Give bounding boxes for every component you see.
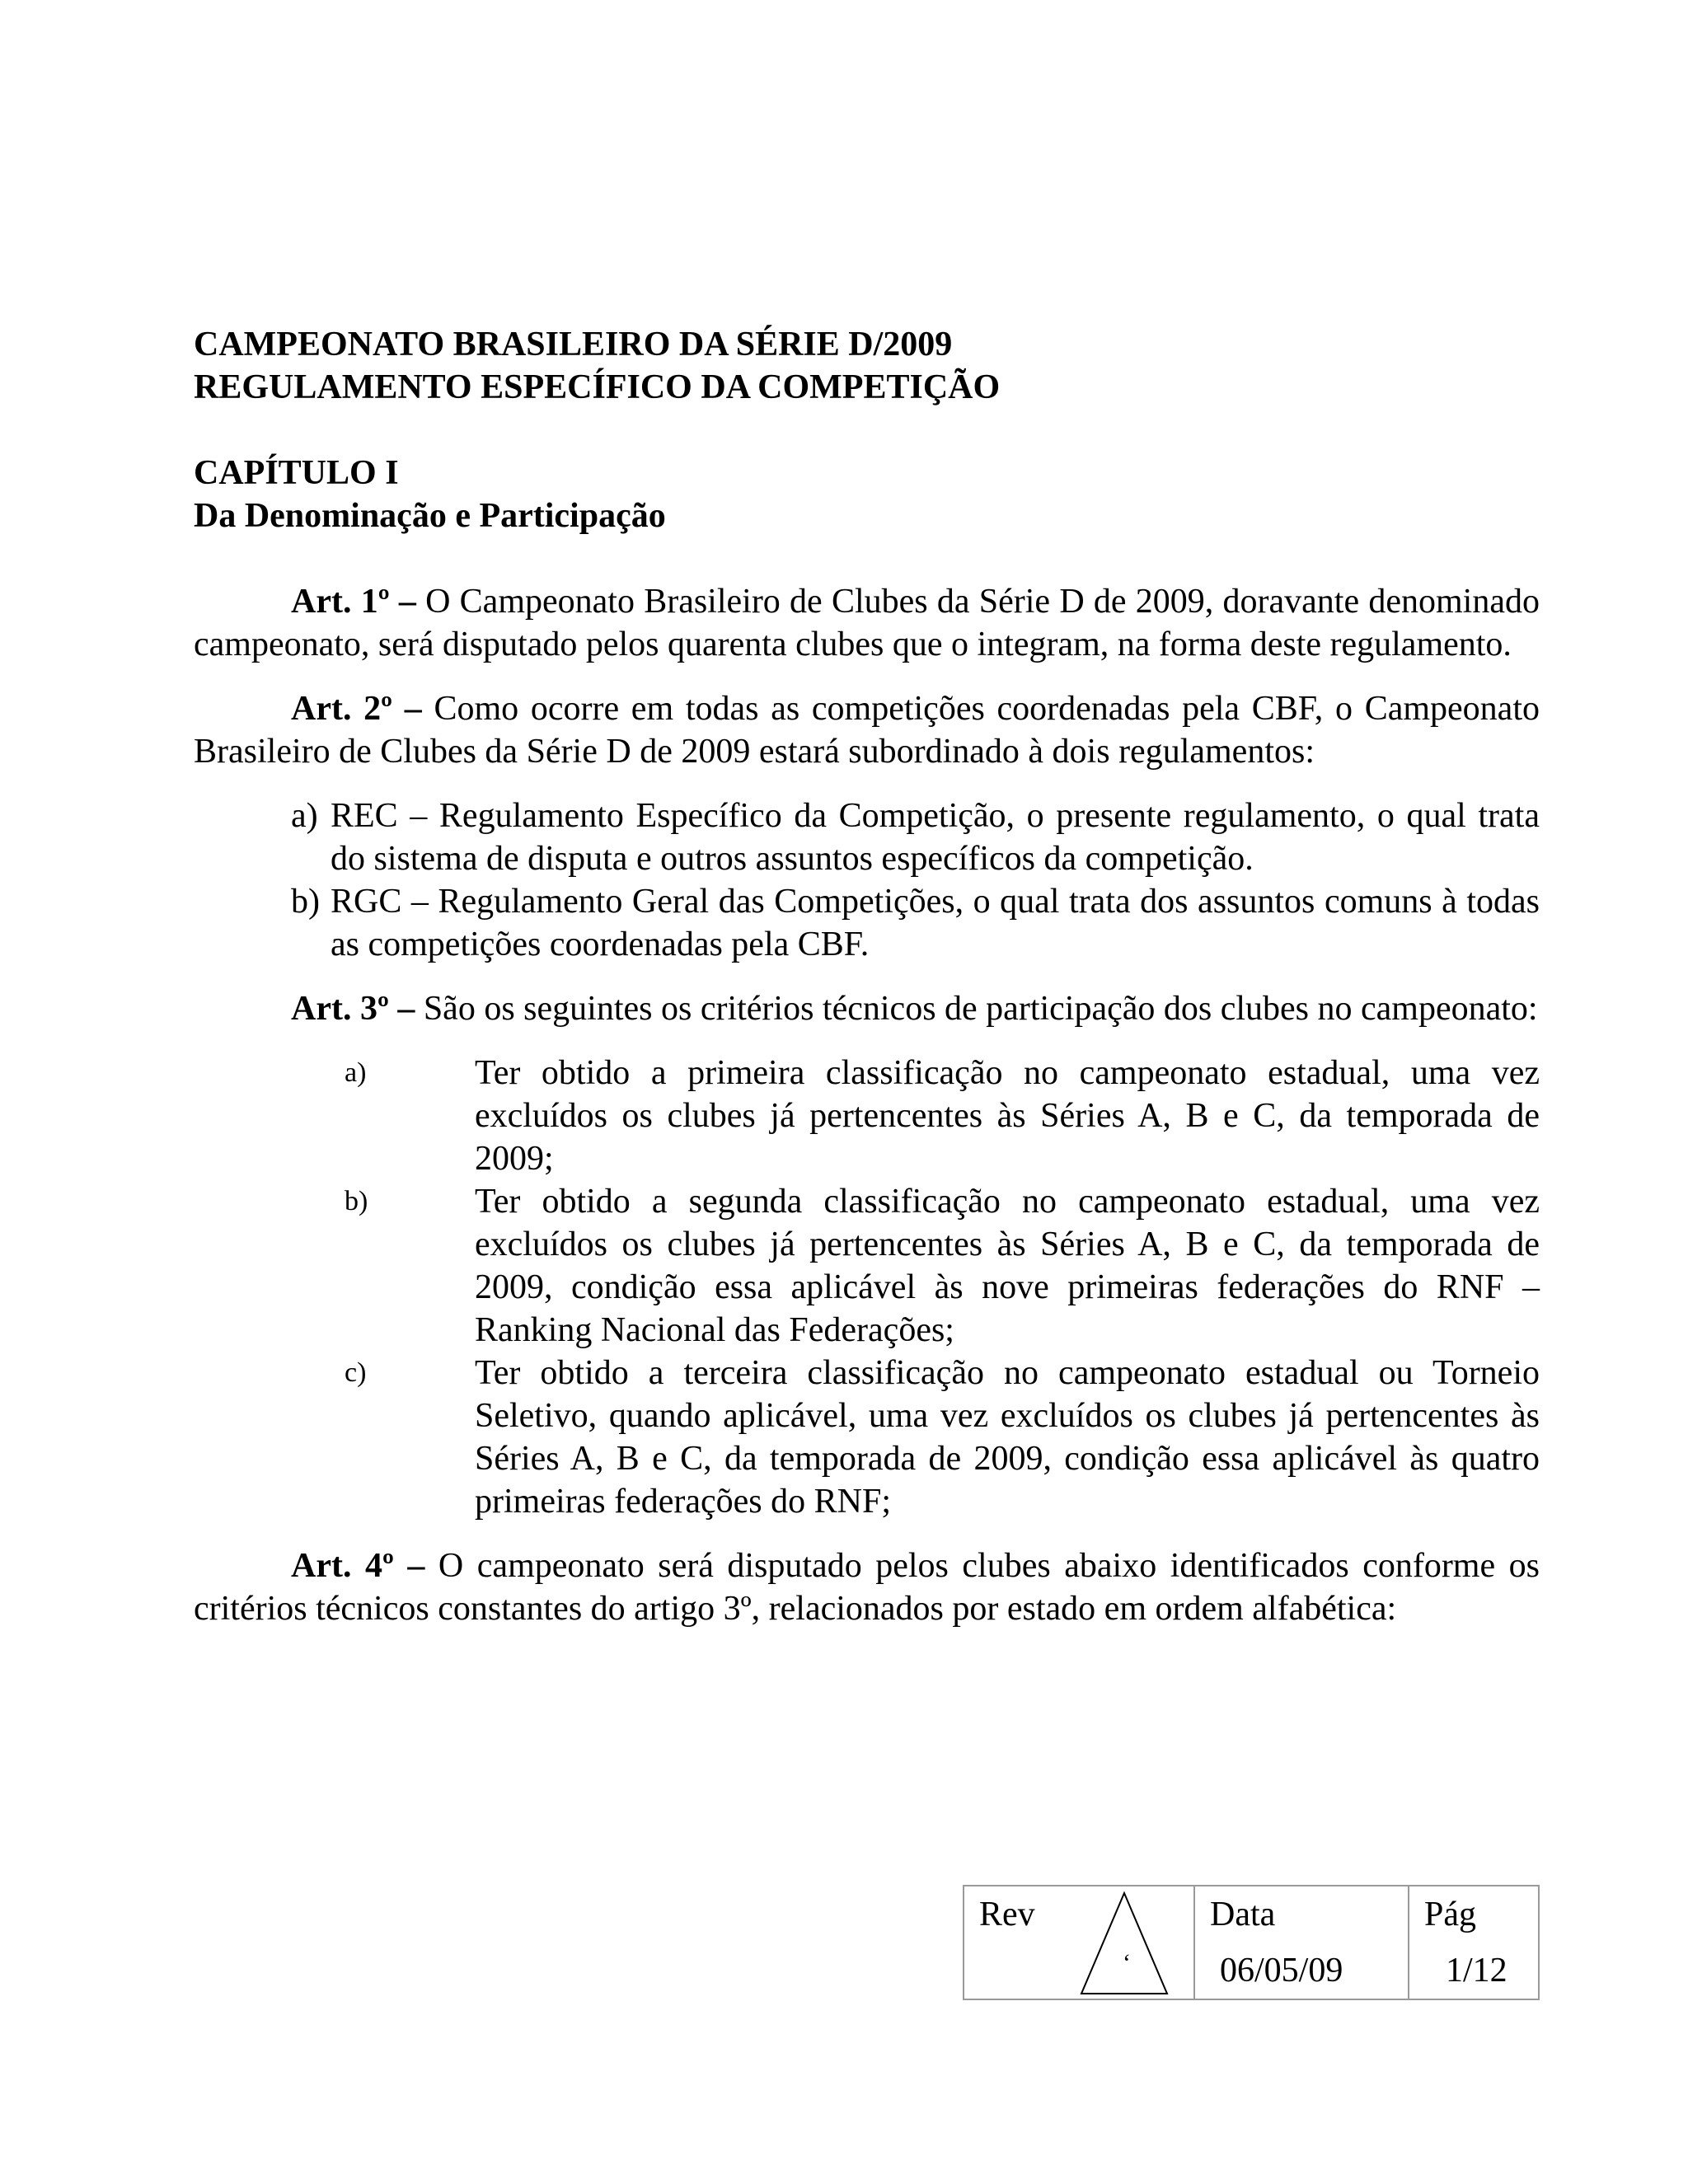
list-item-text: REC – Regulamento Específico da Competição, o presente regulamento, o qual trata do sistema de disputa e outros assuntos específicos da competição. <box>331 797 1540 878</box>
article-2 <box>194 687 1540 773</box>
revision-box <box>963 1885 1540 2000</box>
document-title-line-2: REGULAMENTO ESPECÍFICO DA COMPETIÇÃO <box>194 368 1001 406</box>
document-body <box>194 323 1540 1652</box>
article-3-text: São os seguintes os critérios técnicos de participação dos clubes no campeonato: <box>415 990 1538 1028</box>
list-item <box>194 794 1540 880</box>
article-3-criteria-list <box>194 1052 1540 1523</box>
criteria-text: Ter obtido a segunda classificação no campeonato estadual, uma vez excluídos os clubes já pertencentes às Séries A, B e C, da temporada de 2009, condição essa aplicável às nove primeiras federações do RNF – Ranking Nacional das Federações; <box>475 1183 1540 1349</box>
article-1-text: O Campeonato Brasileiro de Clubes da Série D de 2009, doravante denominado campeonato, será disputado pelos quarenta clubes que o integram, na forma deste regulamento. <box>194 583 1540 663</box>
chapter-title: CAPÍTULO I <box>194 454 399 492</box>
article-2-list <box>194 794 1540 966</box>
list-item-marker: b) <box>291 883 320 921</box>
criteria-item <box>194 1180 1540 1352</box>
page-cell <box>1409 1886 1538 1999</box>
list-item-marker: a) <box>291 797 318 835</box>
revision-number: ‘ <box>1123 1949 1131 1976</box>
article-4 <box>194 1544 1540 1630</box>
criteria-text: Ter obtido a terceira classificação no campeonato estadual ou Torneio Seletivo, quando aplicável, uma vez excluídos os clubes já pertencentes às Séries A, B e C, da temporada de 2009, condição essa aplicável às quatro primeiras federações do RNF; <box>475 1354 1540 1521</box>
criteria-marker: a) <box>345 1057 367 1088</box>
article-2-label: Art. 2º – <box>291 690 422 728</box>
criteria-text: Ter obtido a primeira classificação no campeonato estadual, uma vez excluídos os clubes já pertencentes às Séries A, B e C, da temporada de 2009; <box>475 1054 1540 1178</box>
revision-cell <box>964 1886 1195 1999</box>
article-4-text: O campeonato será disputado pelos clubes abaixo identificados conforme os critérios técnicos constantes do artigo 3º, relacionados por estado em ordem alfabética: <box>194 1547 1540 1628</box>
article-1-label: Art. 1º – <box>291 583 416 621</box>
criteria-item <box>194 1352 1540 1523</box>
document-title-line-1: CAMPEONATO BRASILEIRO DA SÉRIE D/2009 <box>194 326 953 363</box>
criteria-marker: b) <box>345 1186 368 1216</box>
date-label: Data <box>1210 1896 1276 1933</box>
spacer <box>194 537 1540 580</box>
criteria-marker: c) <box>345 1357 367 1388</box>
article-2-text: Como ocorre em todas as competições coordenadas pela CBF, o Campeonato Brasileiro de Clubes da Série D de 2009 estará subordinado à dois regulamentos: <box>194 690 1540 771</box>
article-3-label: Art. 3º – <box>291 990 415 1028</box>
spacer <box>194 409 1540 452</box>
article-1 <box>194 580 1540 666</box>
date-cell <box>1195 1886 1409 1999</box>
article-4-label: Art. 4º – <box>291 1547 425 1585</box>
date-value: 06/05/09 <box>1220 1952 1343 1990</box>
chapter-subtitle: Da Denominação e Participação <box>194 497 666 535</box>
page-number: 1/12 <box>1446 1952 1507 1990</box>
revision-label: Rev <box>979 1896 1035 1933</box>
revision-triangle-icon <box>1078 1890 1170 1997</box>
list-item-text: RGC – Regulamento Geral das Competições, o qual trata dos assuntos comuns à todas as competições coordenadas pela CBF. <box>331 883 1540 963</box>
article-3 <box>194 987 1540 1030</box>
criteria-item <box>194 1052 1540 1180</box>
list-item <box>194 880 1540 966</box>
page-label: Pág <box>1424 1896 1476 1933</box>
